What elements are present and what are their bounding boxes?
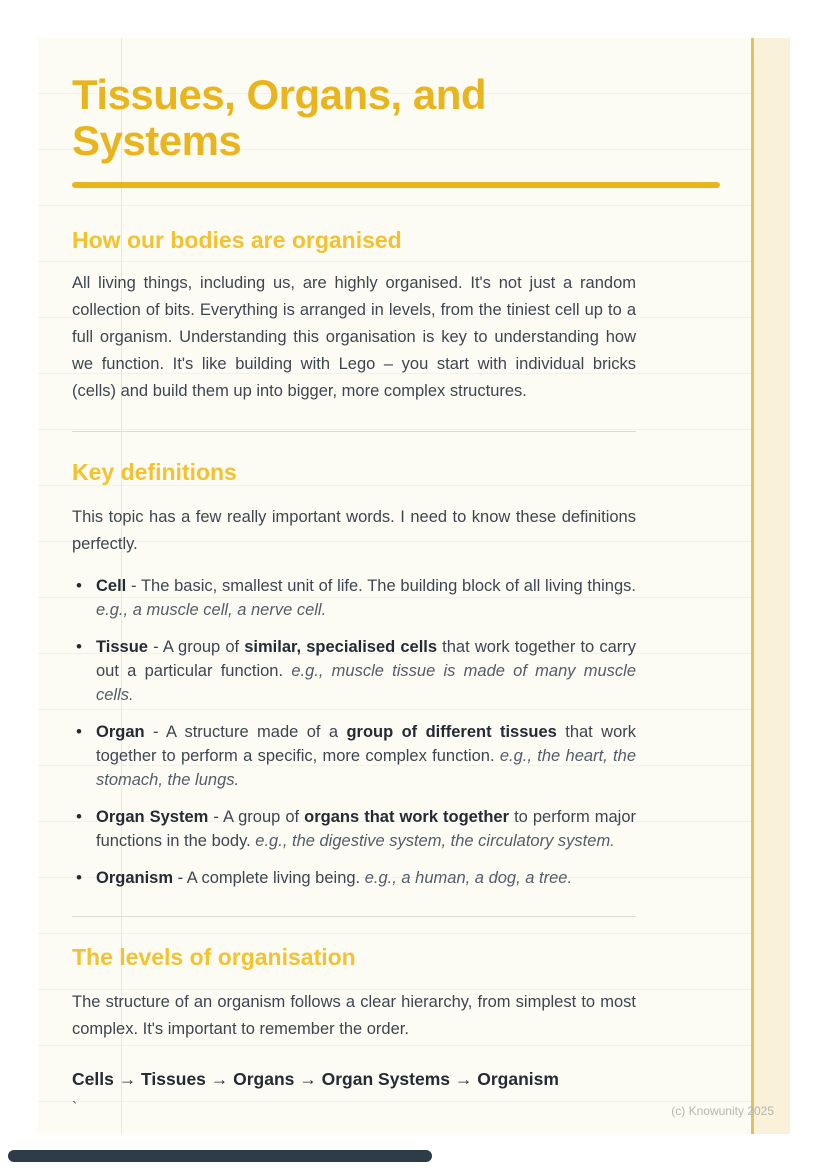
section-heading-levels: The levels of organisation	[72, 944, 356, 970]
section-divider	[72, 916, 636, 917]
definition-term: Organ	[96, 723, 145, 741]
title-underline	[72, 182, 720, 188]
note-page	[38, 38, 790, 1134]
definition-term: Cell	[96, 577, 127, 595]
definition-text: - A structure made of a	[144, 723, 347, 741]
definition-item	[72, 574, 636, 622]
definition-example: e.g., a muscle cell, a nerve cell.	[96, 601, 327, 619]
definition-text: that work together to carry out a particular function.	[96, 638, 636, 680]
page-content	[38, 38, 636, 1118]
definition-text: that work together to perform a specific, more complex function.	[96, 723, 636, 765]
definitions-list	[72, 574, 636, 890]
section-heading-definitions: Key definitions	[72, 459, 237, 485]
section-body-definitions: This topic has a few really important words. I need to know these definitions perfectly.	[72, 508, 636, 553]
section-body-organised: All living things, including us, are highly organised. It's not just a random collection of bits. Everything is arranged in levels, from the tiniest cell up to a full organism. Understanding this organisation is key to understanding how we function. It's like building with Lego – you start with individual bricks (cells) and build them up into bigger, more complex structures.	[72, 274, 636, 400]
definition-item	[72, 805, 636, 853]
definition-term: organs that work together	[304, 808, 510, 826]
section-divider	[72, 431, 636, 432]
definition-item	[72, 635, 636, 707]
definition-example: e.g., the digestive system, the circulatory system.	[255, 832, 615, 850]
definition-example: e.g., the heart, the stomach, the lungs.	[96, 747, 636, 789]
definition-example: e.g., a human, a dog, a tree.	[364, 869, 573, 887]
definition-text: to perform major functions in the body.	[96, 808, 637, 850]
bottom-bar	[8, 1150, 432, 1162]
definition-item	[72, 866, 636, 890]
definition-term: group of different tissues	[346, 723, 557, 741]
definition-term: Organ System	[96, 808, 209, 826]
definition-term: similar, specialised cells	[244, 638, 438, 656]
page-title: Tissues, Organs, and Systems	[72, 71, 487, 164]
copyright-footer: (c) Knowunity 2025	[671, 1104, 774, 1118]
definition-term: Organism	[96, 869, 174, 887]
section-heading-organised: How our bodies are organised	[72, 227, 402, 253]
stray-backtick: `	[72, 1100, 78, 1117]
section-body-levels: The structure of an organism follows a clear hierarchy, from simplest to most complex. It's important to remember the order.	[72, 993, 636, 1038]
definition-text: - The basic, smallest unit of life. The building block of all living things.	[126, 577, 636, 595]
definition-item	[72, 720, 636, 792]
definition-example: e.g., muscle tissue is made of many muscle cells.	[96, 662, 637, 704]
definition-term: Tissue	[96, 638, 148, 656]
right-margin-strip	[751, 38, 790, 1134]
hierarchy-chain: Cells → Tissues → Organs → Organ Systems → Organism	[72, 1069, 559, 1089]
definition-text: - A group of	[147, 638, 245, 656]
definition-text: - A complete living being.	[173, 869, 365, 887]
definition-text: - A group of	[208, 808, 305, 826]
